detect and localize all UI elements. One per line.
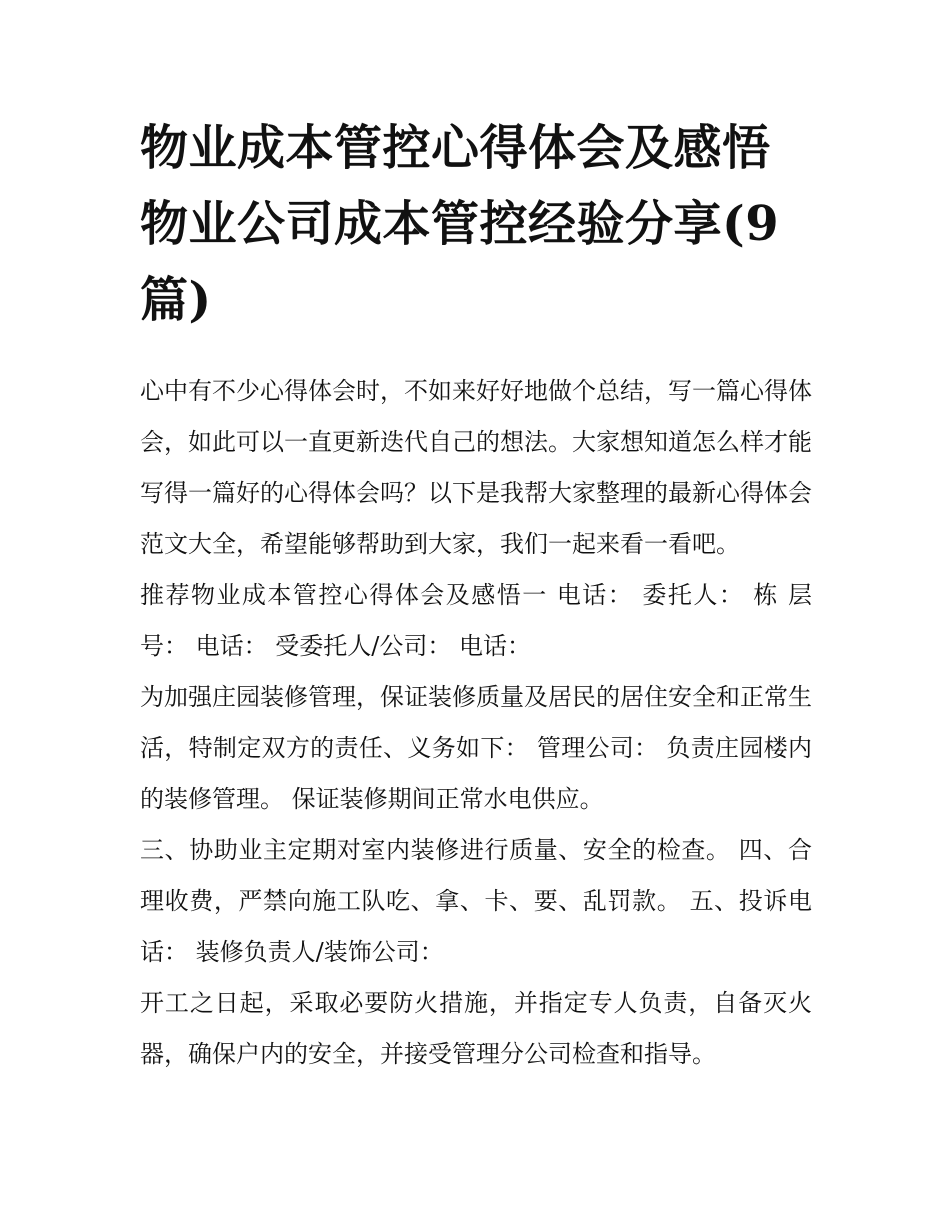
document-body [140,366,812,1080]
paragraph-contact-info: 推荐物业成本管控心得体会及感悟一 电话： 委托人： 栋 层号： 电话： 受委托人/公司： 电话： [140,581,812,660]
paragraph-inspection-fees: 三、协助业主定期对室内装修进行质量、安全的检查。 四、合理收费，严禁向施工队吃、拿、卡、要、乱罚款。 五、投诉电话： 装修负责人/装饰公司： [140,836,812,966]
paragraph-management-duties: 为加强庄园装修管理，保证装修质量及居民的居住安全和正常生活，特制定双方的责任、义务如下： 管理公司： 负责庄园楼内的装修管理。 保证装修期间正常水电供应。 [140,683,812,813]
paragraph-fire-safety: 开工之日起，采取必要防火措施，并指定专人负责，自备灭火器，确保户内的安全，并接受管理分公司检查和指导。 [140,989,812,1068]
document-title: 物业成本管控心得体会及感悟物业公司成本管控经验分享(9篇) [140,120,780,328]
document-page [140,110,812,1080]
paragraph-intro: 心中有不少心得体会时，不如来好好地做个总结，写一篇心得体会，如此可以一直更新迭代自己的想法。大家想知道怎么样才能写得一篇好的心得体会吗？以下是我帮大家整理的最新心得体会范文大全，希望能够帮助到大家，我们一起来看一看吧。 [140,377,812,558]
